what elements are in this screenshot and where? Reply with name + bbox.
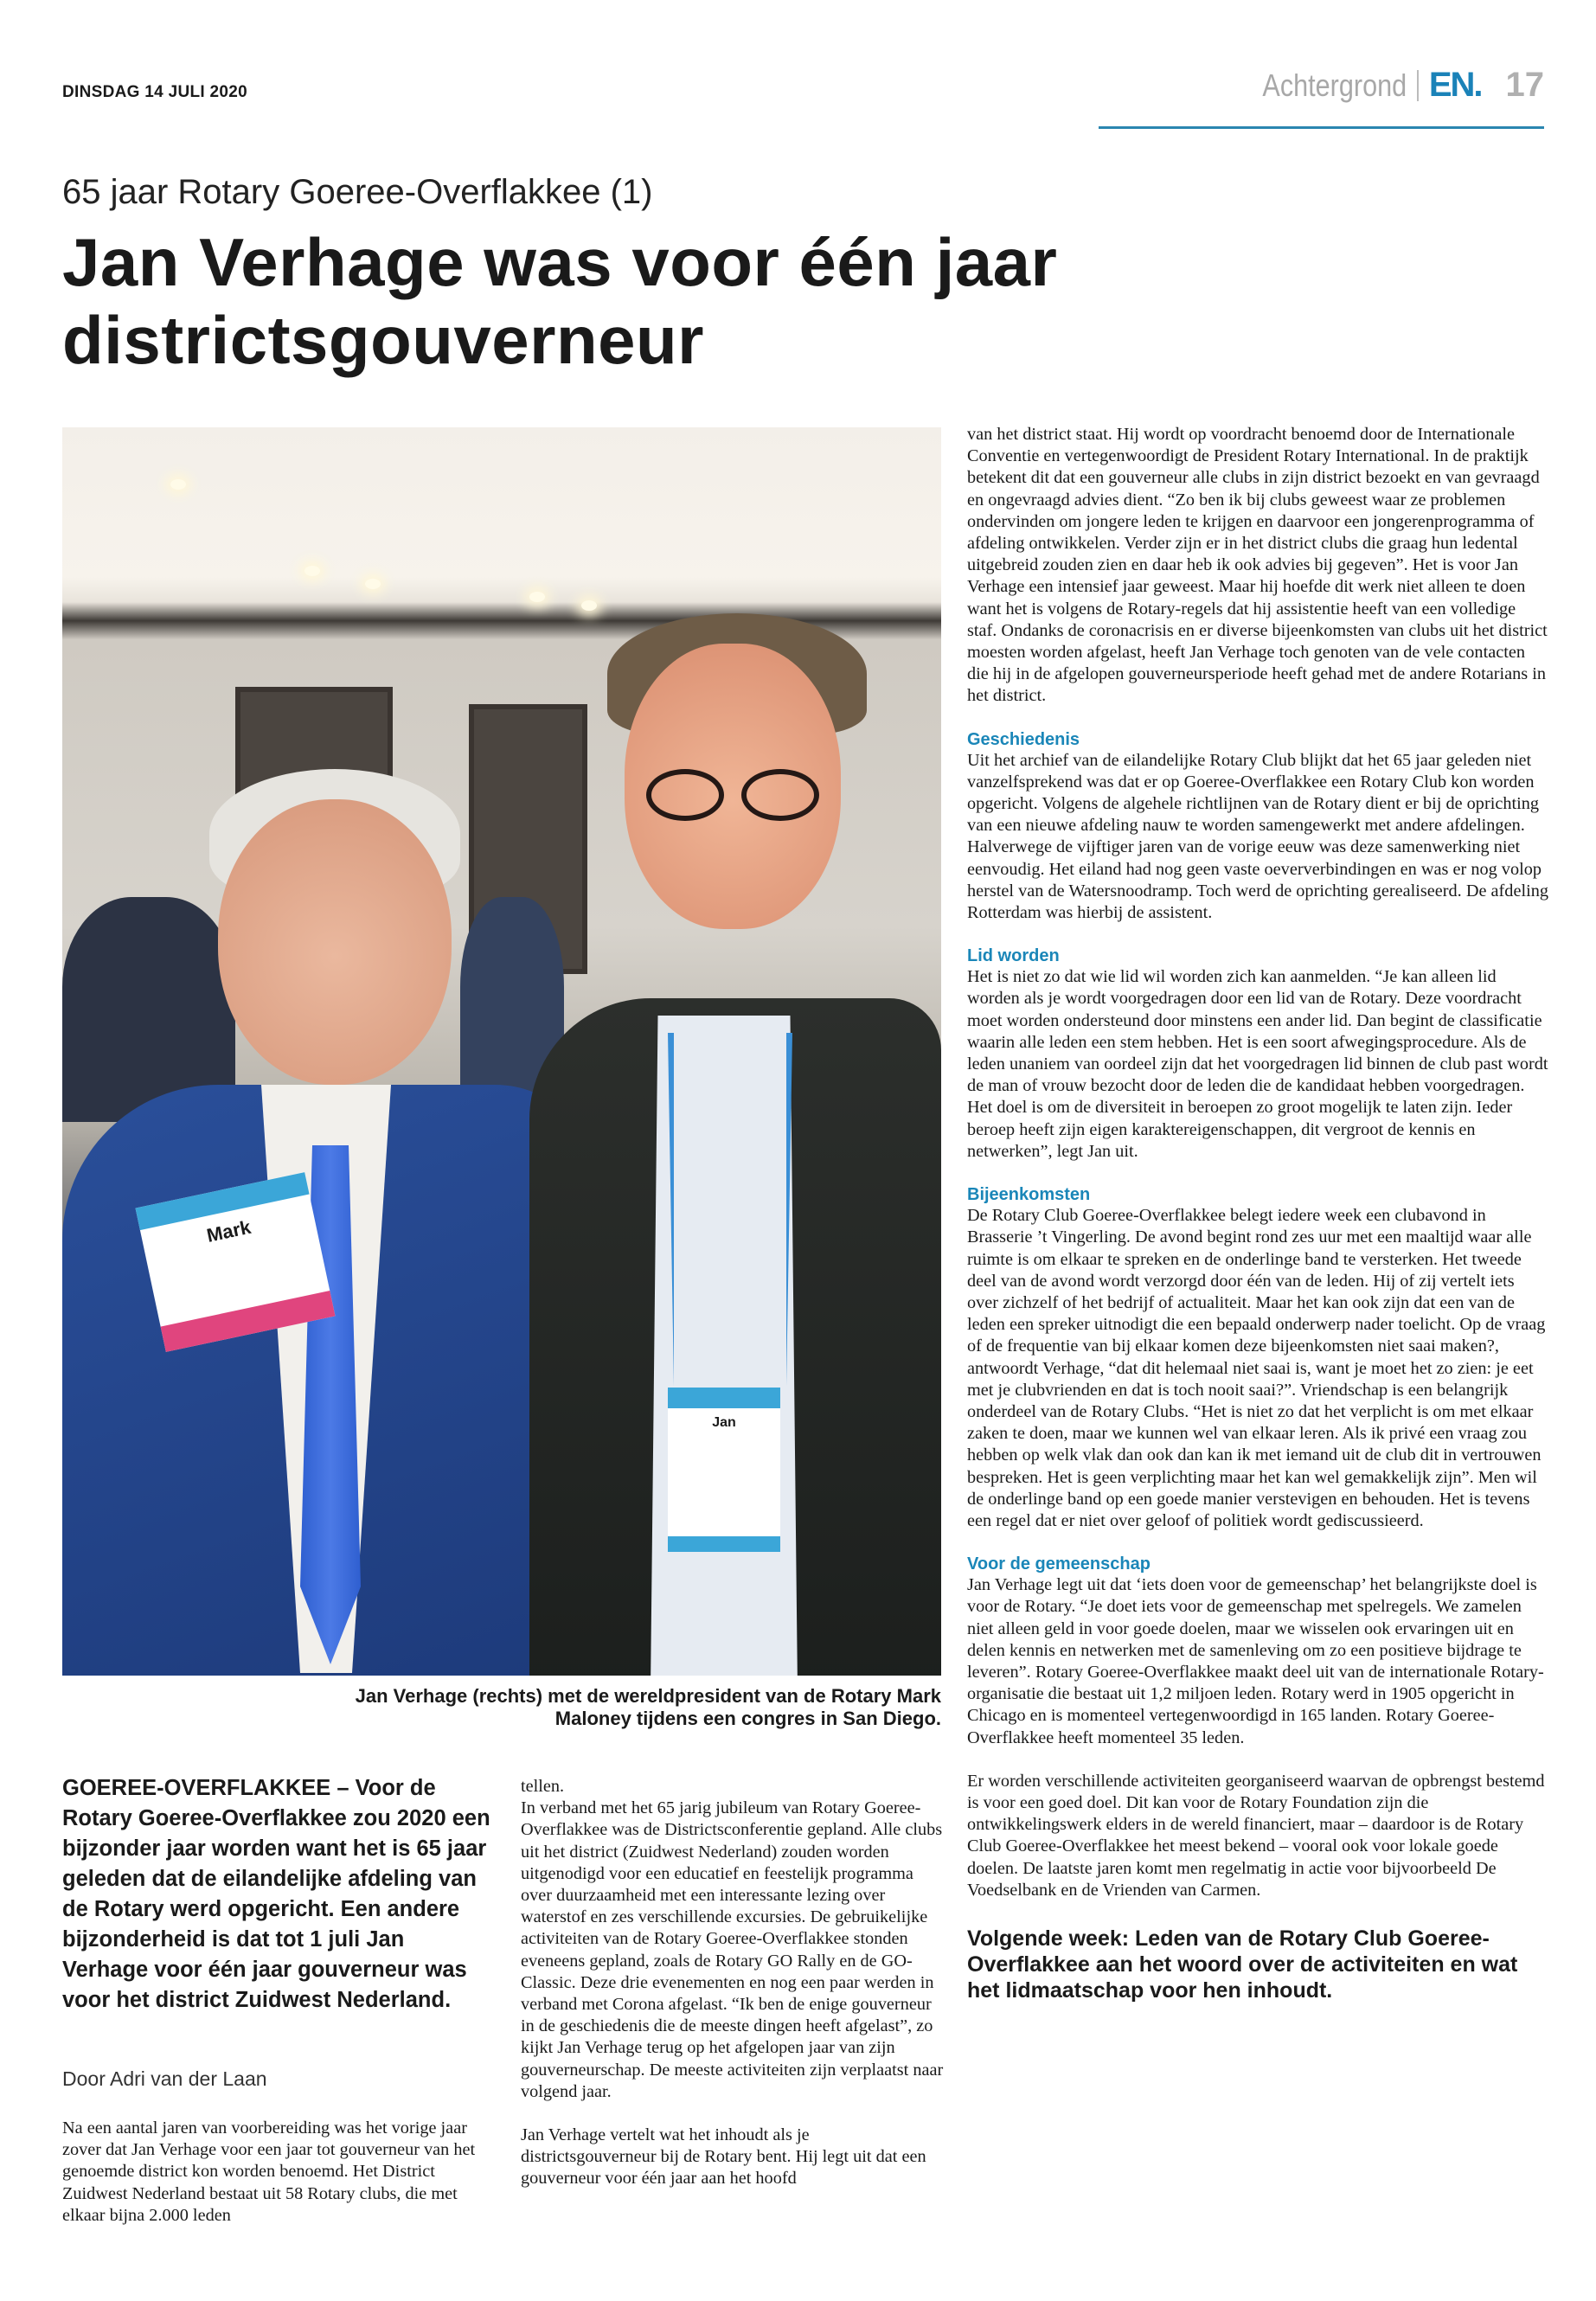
paragraph: In verband met het 65 jarig jubileum van Rotary Goeree-Overflakkee was de Districtsconferentie gepland. Alle clubs uit het district (Zuidwest Nederland) zouden worden uitgenodigd voor een educatief en feestelijk programma over duurzaamheid met een interessante lezing over waterstof en zes verschillende excursies. De gebruikelijke activiteiten van de Rotary Goeree-Overflakkee stonden eveneens gepland, zoals de Rotary GO Rally en de GO-Classic. Deze drie evenementen en nog een paar werden in verband met Corona afgelast. “Ik ben de enige gouverneur in de geschiedenis die de meeste dingen heeft afgelast”, zo kijkt Jan Verhage terug op het afgelopen jaar van zijn gouverneurschap. De meeste activiteiten zijn verplaatst naar volgend jaar. (521, 1798, 944, 2101)
paragraph: Na een aantal jaren van voorbereiding was het vorige jaar zover dat Jan Verhage voor een jaar tot gouverneur van het genoemde district kon worden benoemd. Het District Zuidwest Nederland bestaat uit 58 Rotary clubs, die met elkaar bijna 2.000 leden (62, 2118, 476, 2225)
badge-name: Mark (204, 1215, 253, 1247)
paragraph: Uit het archief van de eilandelijke Rotary Club blijkt dat het 65 jaar geleden niet vanzelfsprekend was dat er op Goeree-Overflakkee een Rotary Club kon worden opgericht. Volgens de algehele richtlijnen van de Rotary dient er bij de oprichting van een nieuwe afdeling nauw te worden samengewerkt met andere afdelingen. Halverwege de vijftiger jaren van de vorige eeuw was deze samenwerking niet eenvoudig. Het eiland had nog geen vaste oeververbindingen en was er nog volop herstel van de Watersnoodramp. Toch werd de oprichting gerealiseerd. De afdeling Rotterdam was hierbij de assistent. (967, 750, 1548, 923)
article-photo (62, 427, 941, 1676)
article-intro: GOEREE-OVERFLAKKEE – Voor de Rotary Goeree-Overflakkee zou 2020 een bijzonder jaar worden want het is 65 jaar geleden dat de eilandelijke afdeling van de Rotary werd opgericht. Een andere bijzonderheid is dat tot 1 juli Jan Verhage voor één jaar gouverneur was voor het district Zuidwest Nederland. (62, 1776, 490, 2012)
column-3 (967, 424, 1548, 2003)
header-rule (1099, 126, 1544, 129)
page-number: 17 (1505, 66, 1544, 104)
column-2 (521, 1776, 945, 2212)
badge-name: Jan (712, 1415, 736, 1430)
newspaper-logo: EN. (1428, 66, 1482, 104)
subheading-geschiedenis: Geschiedenis (967, 729, 1080, 749)
subheading-lid-worden: Lid worden (967, 946, 1060, 966)
ceiling-light (365, 579, 381, 589)
paragraph: van het district staat. Hij wordt op voordracht benoemd door de Internationale Conventie en vertegenwoordigt de President Rotary International. In de praktijk betekent dit dat een gouverneur alle clubs in zijn district bezoekt en van gevraagd en ongevraagd advies dient. “Zo ben ik bij clubs geweest waar ze problemen ondervinden om jongere leden te krijgen en daarvoor een jongerenprogramma of afdeling ontwikkelen. Verder zijn er in het district clubs die graag hun ledental uitgebreid zouden zien en daar heb ik ook advies bij gegeven”. Het is voor Jan Verhage een intensief jaar geweest. Maar hij hoefde dit werk niet alleen te doen want het is volgens de Rotary-regels dat hij assistentie heeft van een volledige staf. Ondanks de coronacrisis en er diverse bijeenkomsten van clubs uit het district moesten worden afgelast, heeft Jan Verhage toch genoten van de vele contacten die hij in de afgelopen gouverneursperiode heeft gehad met de andere Rotarians in het district. (967, 425, 1548, 706)
man-left-face (218, 799, 452, 1085)
paragraph: Jan Verhage vertelt wat het inhoudt als je districtsgouverneur bij de Rotary bent. Hij legt uit dat een gouverneur voor één jaar aan het hoofd (521, 2125, 926, 2189)
byline: Door Adri van der Laan (62, 2067, 267, 2090)
ceiling-light (170, 479, 186, 490)
ceiling-light (529, 592, 545, 602)
subheading-bijeenkomsten: Bijeenkomsten (967, 1185, 1091, 1205)
name-badge-right (668, 1388, 780, 1552)
next-week-teaser: Volgende week: Leden van de Rotary Club Goeree-Overflakkee aan het woord over de activiteiten en wat het lidmaatschap voor hen inhoudt. (967, 1926, 1518, 2003)
headline: Jan Verhage was voor één jaar districtsgouverneur (62, 224, 1058, 378)
masthead (1237, 66, 1544, 105)
paragraph: De Rotary Club Goeree-Overflakkee belegt iedere week een clubavond in Brasserie ’t Vingerling. De avond begint rond zes uur met een maaltijd waar alle ruimte is om elkaar te spreken en de onderlinge band te versterken. Het tweede deel van de avond wordt verzorgd door één van de leden. Hij of zij vertelt iets over zichzelf of het bedrijf of actualiteit. Maar het kan ook zijn dat een van de leden een spreker uitnodigt die een bepaald onderwerp nader toelicht. Op de vraag of de frequentie van bij elkaar komen deze bijeenkomsten niet saai maken?, antwoordt Verhage, “dat dit helemaal niet saai is, want je moet het zo zien: je eet met je clubvrienden en dat is toch nooit saai?”. Vriendschap is een belangrijk onderdeel van de Rotary Clubs. “Het is niet zo dat het verplicht is om met elkaar zaken te doen, maar we kunnen wel van elkaar leren. Als ik privé een vraag zou hebben op welk vlak dan ook dan kan ik met iemand uit de club dit in vertrouwen bespreken. Het is geen verplichting maar het kan wel gemakkelijk zijn”. Men wil de onderlinge band op een goede manier verstevigen en behouden. Het is tevens een regel dat er niet over geloof of politiek wordt gediscussieerd. (967, 1206, 1546, 1530)
section-name: Achtergrond (1262, 67, 1407, 103)
lanyard (668, 1033, 792, 1396)
kicker: 65 jaar Rotary Goeree-Overflakkee (1) (62, 173, 653, 211)
ceiling-light (581, 600, 597, 611)
glasses (638, 769, 828, 821)
paragraph: Jan Verhage legt uit dat ‘iets doen voor de gemeenschap’ het belangrijkste doel is voor de Rotary. “Je doet iets voor de gemeenschap met spelregels. We zamelen niet alleen geld in voor goede doelen, maar we wisselen ook ervaringen uit en delen kennis en netwerken met de samenleving om zo een positieve bijdrage te leveren”. Rotary Goeree-Overflakkee maakt deel uit van de internationale Rotary-organisatie die bestaat uit 1,2 miljoen leden. Rotary werd in 1905 opgericht in Chicago en is momenteel vertegenwoordigd in 165 landen. Rotary Goeree-Overflakkee heeft momenteel 35 leden. (967, 1575, 1544, 1747)
column-1 (62, 2118, 495, 2248)
ceiling-light (304, 566, 320, 576)
paragraph: Het is niet zo dat wie lid wil worden zich kan aanmelden. “Je kan alleen lid worden als je wordt voorgedragen door een lid van de Rotary. Deze voordracht moet worden ondersteund door minstens een ander lid. Dan begint de classificatie waarin alle leden een stem hebben. Het is een soort afwegingsprocedure. Als de leden unaniem van oordeel zijn dat het voorgedragen lid binnen de club past wordt de man of vrouw bezocht door de leden die de kandidaat hebben voorgedragen. Het doel is om de diversiteit in beroepen zo groot mogelijk te laten zijn. Ieder beroep heeft zijn eigen karaktereigenschappen, dit vergroot de kennis en netwerken”, legt Jan uit. (967, 967, 1548, 1161)
paragraph: Er worden verschillende activiteiten georganiseerd waarvan de opbrengst bestemd is voor een goed doel. Dit kan voor de Rotary Foundation zijn die ontwikkelingswerk elders in de wereld financiert, maar – daardoor is de Rotary Club Goeree-Overflakkee het meest bekend – vooral ook voor lokale goede doelen. De laatste jaren komt men regelmatig in actie voor bijvoorbeeld De Voedselbank en de Vrienden van Carmen. (967, 1771, 1545, 1900)
paragraph: tellen. (521, 1777, 565, 1796)
masthead-divider (1417, 70, 1419, 101)
photo-caption: Jan Verhage (rechts) met de wereldpresident van de Rotary Mark Maloney tijdens een congres in San Diego. (355, 1685, 941, 1729)
subheading-voor-de-gemeenschap: Voor de gemeenschap (967, 1554, 1151, 1574)
issue-date: DINSDAG 14 JULI 2020 (62, 83, 248, 101)
